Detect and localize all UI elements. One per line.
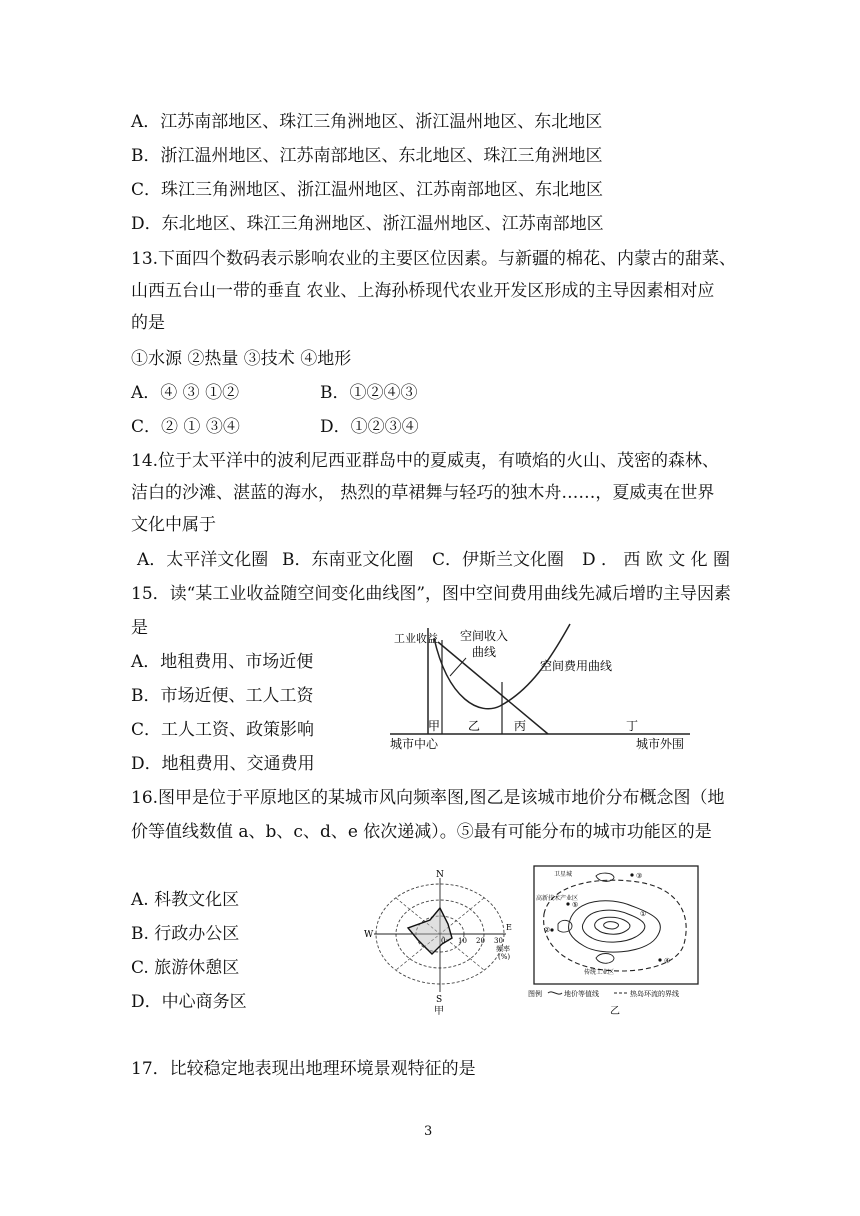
q12-option-c: C．珠江三角洲地区、浙江温州地区、江苏南部地区、东北地区 [131,180,604,200]
point-4-label: ④ [664,957,671,965]
q15-income-pointer [450,658,466,676]
q14-stem-line3: 文化中属于 [131,515,216,535]
q14-option-c: C．伊斯兰文化圈 [432,550,565,570]
q15-zone-bing: 丙 [514,719,527,733]
point-1-label: ① [640,910,647,918]
q15-income-label-1: 空间收入 [460,629,509,643]
legend-contour-label: 地价等值线 [564,990,599,998]
q17-stem-line1: 17．比较稳定地表现出地理环境景观特征的是 [131,1059,476,1079]
q13-stem-line3: 的是 [131,313,165,333]
q15-income-label-2: 曲线 [472,645,497,659]
q13-option-c: C．② ① ③④ [131,417,240,437]
wind-rose-tick-10: 10 [458,937,467,945]
q16-option-c: C. 旅游休憩区 [131,958,240,978]
land-price-map-frame [534,866,698,984]
wind-rose-s: S [436,995,443,1005]
land-price-contour-c [595,917,630,934]
q14-option-b: B．东南亚文化圈 [282,550,414,570]
q15-industry-income-figure [390,620,700,750]
q14-option-d: D ． 西 欧 文 化 圈 [582,550,731,570]
wind-rose-frequency-polygon [408,908,452,954]
q15-cost-label: 空间费用曲线 [540,659,613,673]
q15-option-b: B．市场近便、工人工资 [131,686,314,706]
q16-stem-line2: 价等值线数值 a、b、c、d、e 依次递减）。⑤最有可能分布的城市功能区的是 [131,822,712,842]
q15-x-left-label: 城市中心 [390,737,439,750]
point-5-dot [566,902,569,905]
q14-option-a: A．太平洋文化圈 [137,550,269,570]
land-price-contour-d [604,922,619,929]
page-number: 3 [424,1124,433,1139]
q15-stem-line1: 15．读“某工业收益随空间变化曲线图”，图中空间费用曲线先减后增旳主导因素 [131,584,732,604]
q15-x-right-label: 城市外围 [636,737,685,750]
land-price-contour-b [582,910,647,942]
point-3-label: ③ [636,872,643,880]
legend-heat-label: 热岛环流的界线 [630,990,679,998]
q16-wind-rose-figure [360,868,520,1016]
hitech-zone-label: 高新技术产业区 [536,895,579,902]
fig-jia-caption: 甲 [434,1006,444,1016]
q13-option-a: A．④ ③ ①② [131,383,240,403]
satellite-town-label: 卫星城 [554,871,573,878]
traditional-industry-label: 传统工业区 [584,969,615,976]
q13-factors: ①水源 ②热量 ③技术 ④地形 [131,349,352,369]
q15-option-c: C．工人工资、政策影响 [131,720,315,740]
wind-rose-unit-1: 频率 [496,945,510,953]
q12-option-d: D．东北地区、珠江三角洲地区、浙江温州地区、江苏南部地区 [131,214,604,234]
q14-stem-line1: 14.位于太平洋中的波利尼西亚群岛中的夏威夷，有喷焰的火山、茂密的森林、 [131,451,720,471]
legend-title: 图例 [528,990,542,998]
wind-rose-tick-30: 30 [494,937,503,945]
land-price-contour-e-south [596,954,614,964]
point-3-dot [630,873,633,876]
q15-zone-ding: 丁 [626,719,639,733]
wind-rose-w: W [364,930,374,940]
q12-option-a: A．江苏南部地区、珠江三角洲地区、浙江温州地区、东北地区 [131,112,603,132]
wind-rose-e: E [506,923,512,932]
q16-option-d: D．中心商务区 [131,992,247,1012]
q15-ylabel [394,631,438,645]
q16-option-a: A. 科教文化区 [131,890,240,910]
q15-ylabel-text: 工业收益 [394,632,438,645]
q13-stem-line1: 13.下面四个数码表示影响农业的主要区位因素。与新疆的棉花、内蒙古的甜菜、 [131,249,737,269]
q14-stem-line2: 洁白的沙滩、湛蓝的海水， 热烈的草裙舞与轻巧的独木舟……，夏威夷在世界 [131,483,715,503]
q15-option-a: A．地租费用、市场近便 [131,652,314,672]
q13-option-d: D．①②③④ [320,417,419,437]
point-5-label: ⑤ [572,901,579,909]
q15-stem-line2: 是 [131,618,148,638]
q16-stem-line1: 16.图甲是位于平原地区的某城市风向频率图,图乙是该城市地价分布概念图（地 [131,788,725,808]
q15-option-d: D．地租费用、交通费用 [131,754,315,774]
point-4-dot [658,958,661,961]
wind-rose-n: N [436,870,444,880]
land-price-contour-e-west [558,920,572,932]
q16-option-b: B. 行政办公区 [131,924,240,944]
legend-contour-icon [548,992,562,994]
q15-zone-yi: 乙 [468,719,481,733]
wind-rose-unit-2: (%) [498,953,511,961]
q13-stem-line2: 山西五台山一带的垂直 农业、上海孙桥现代农业开发区形成的主导因素相对应 [131,281,715,301]
q15-zone-jia: 甲 [428,719,441,733]
q13-option-b: B．①②④③ [320,383,418,403]
fig-yi-caption: 乙 [610,1006,620,1017]
wind-rose-tick-0: 0 [441,937,446,945]
point-2-dot [550,928,553,931]
point-2-label: ② [544,926,551,934]
q16-land-price-figure [528,862,704,1018]
q12-option-b: B．浙江温州地区、江苏南部地区、东北地区、珠江三角洲地区 [131,146,603,166]
wind-rose-tick-20: 20 [476,937,485,945]
